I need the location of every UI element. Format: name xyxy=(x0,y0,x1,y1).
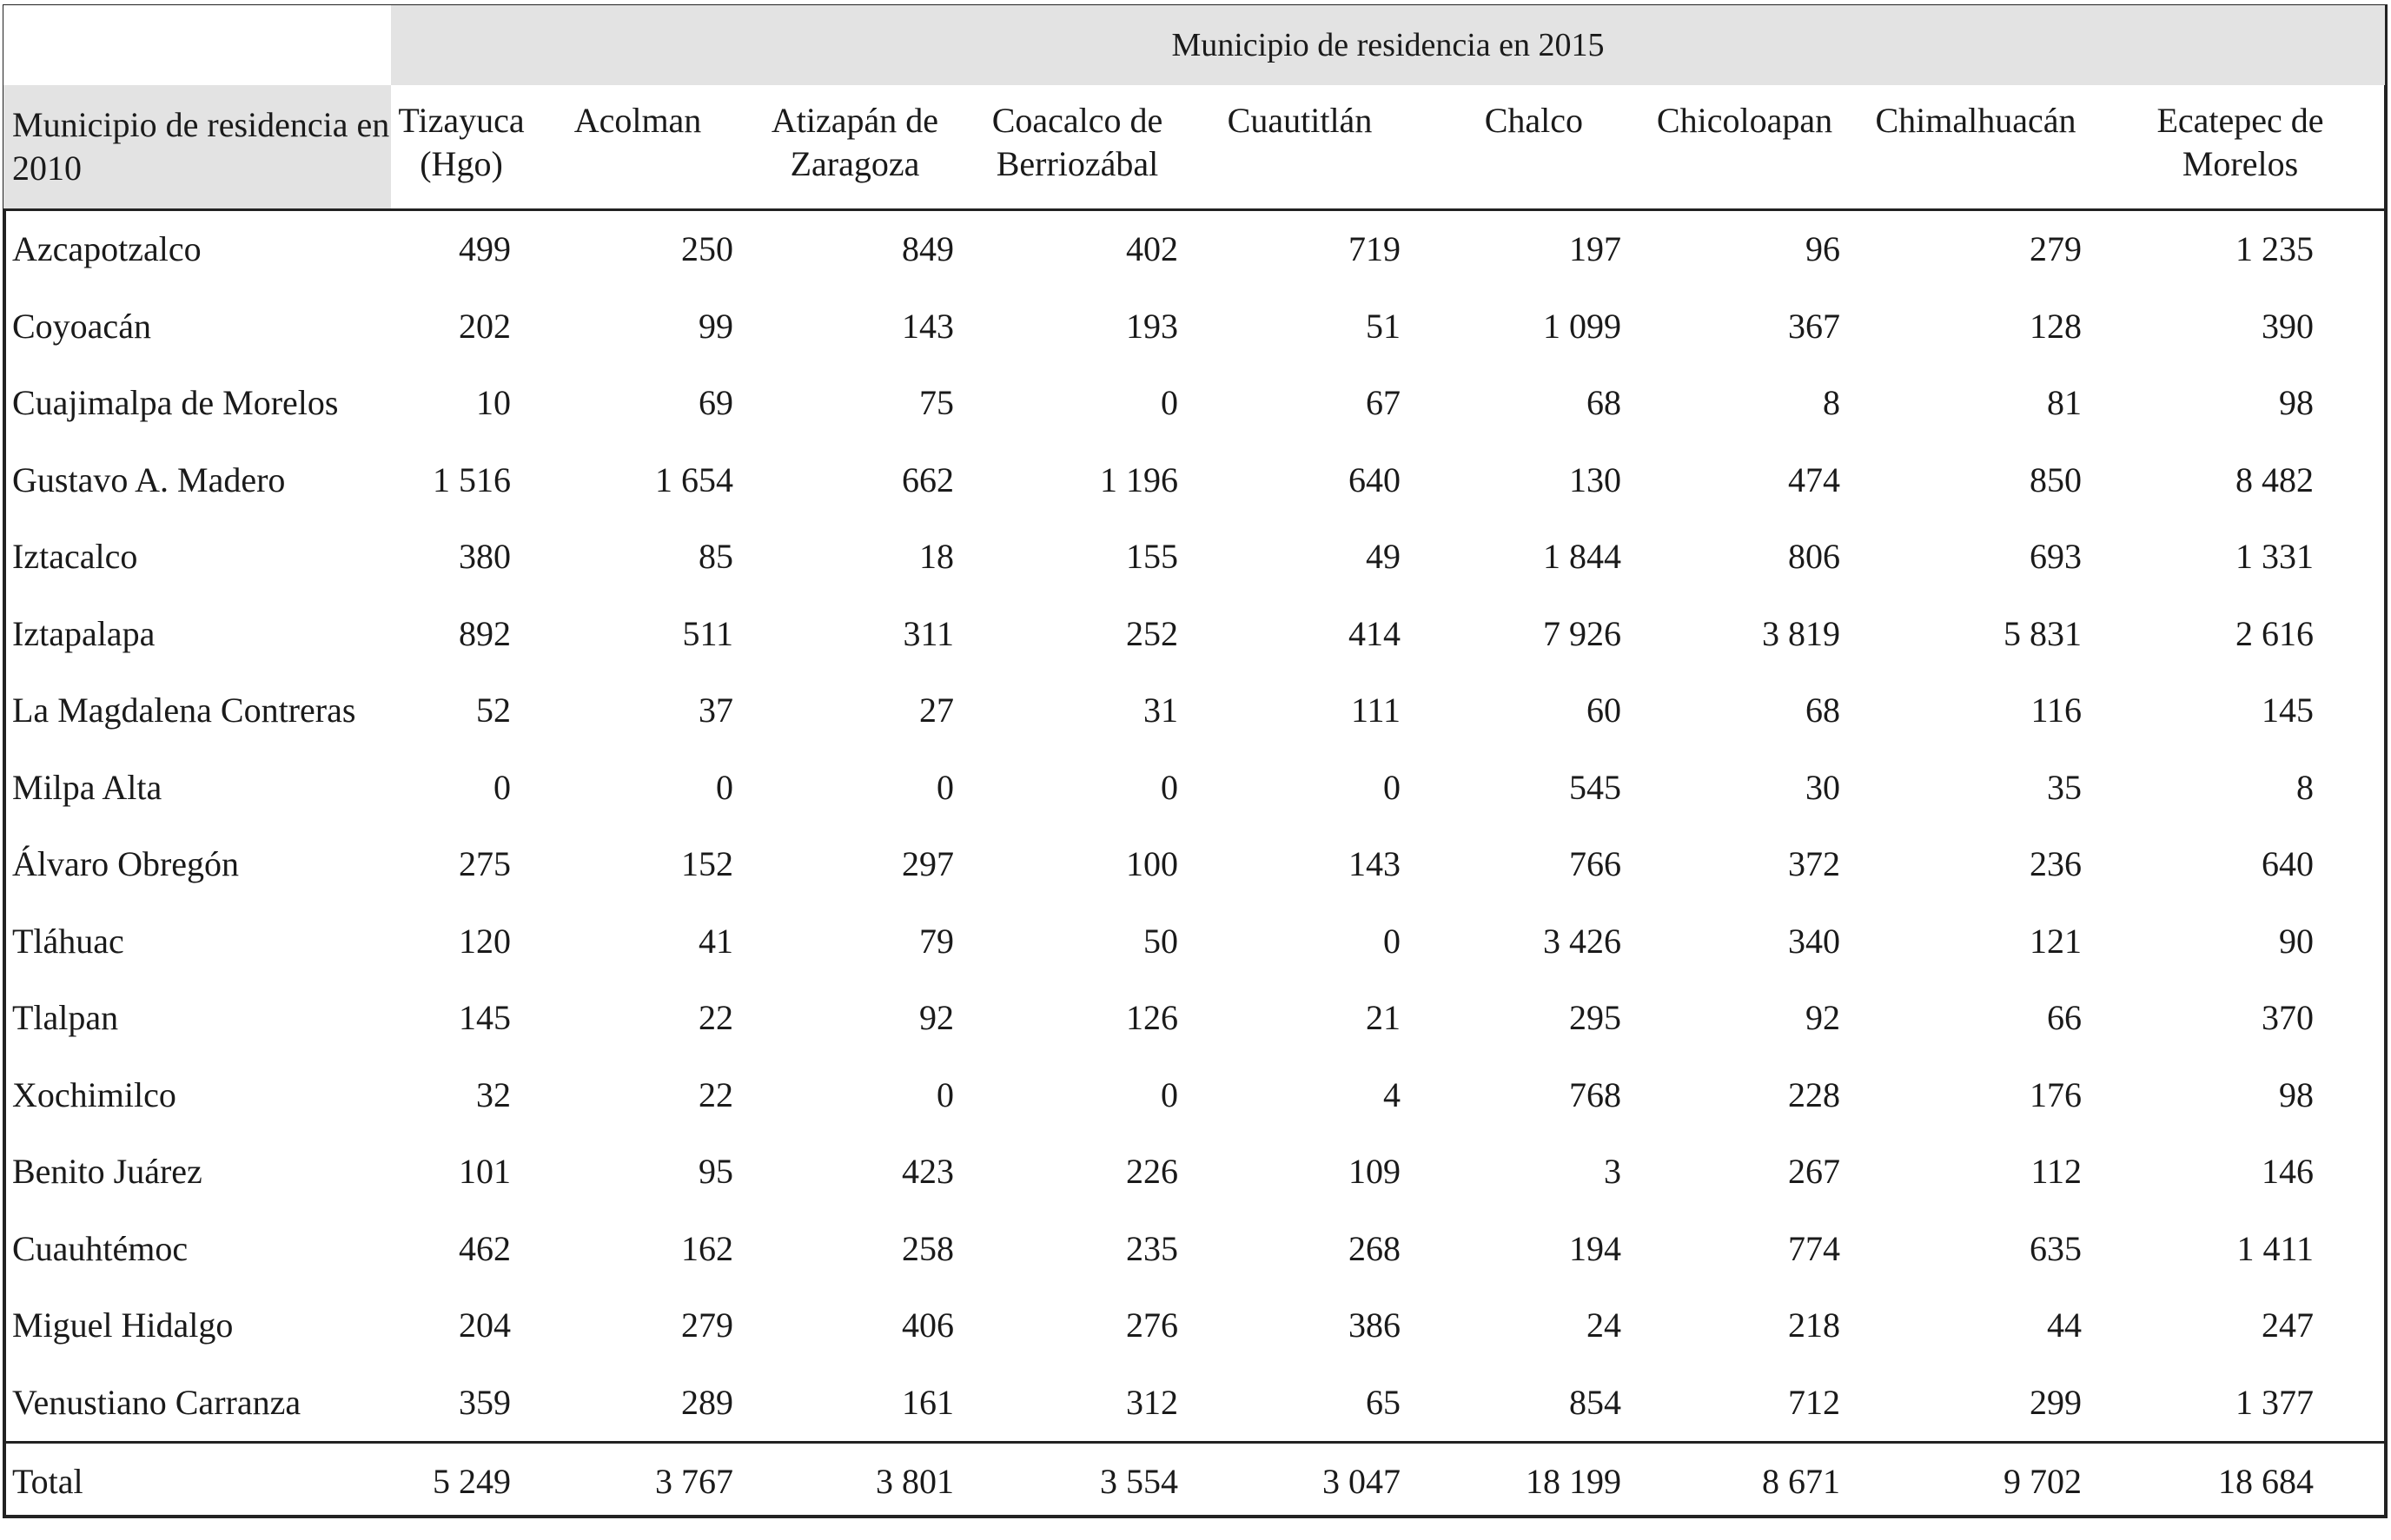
table-cell: 35 xyxy=(2047,767,2082,807)
table-cell: 3 801 xyxy=(744,1443,966,1521)
column-header xyxy=(532,85,744,210)
table-cell: 67 xyxy=(1366,383,1401,423)
table-cell: 202 xyxy=(459,306,511,346)
table-cell: 116 xyxy=(2030,691,2082,730)
table-cell: 37 xyxy=(699,691,733,730)
table-cell: 176 xyxy=(2030,1074,2082,1114)
table-cell: 5 831 xyxy=(2004,613,2082,653)
table-cell: 0 xyxy=(937,1074,954,1114)
table-cell: 511 xyxy=(682,613,733,653)
table-row xyxy=(3,1134,2385,1211)
table-cell: 275 xyxy=(459,844,511,884)
table-cell: 3 819 xyxy=(1762,613,1840,653)
table-cell: 49 xyxy=(1366,537,1401,577)
table-cell: 22 xyxy=(699,1074,733,1114)
row-label: Azcapotzalco xyxy=(12,229,202,269)
row-label: Gustavo A. Madero xyxy=(12,459,286,499)
table-cell: 8 482 xyxy=(2235,459,2314,499)
column-header-label: Chalco xyxy=(1484,101,1583,140)
table-cell: 66 xyxy=(2047,998,2082,1038)
table-cell: 120 xyxy=(459,921,511,961)
table-cell: 69 xyxy=(699,383,733,423)
table-cell: 380 xyxy=(459,537,511,577)
row-label: Miguel Hidalgo xyxy=(12,1305,234,1345)
table-cell: 21 xyxy=(1366,998,1401,1038)
column-header xyxy=(1189,85,1411,210)
table-cell: 146 xyxy=(2262,1152,2314,1192)
table-cell: 101 xyxy=(459,1152,511,1192)
column-header-row xyxy=(3,85,2385,210)
table-row xyxy=(3,1057,2385,1134)
column-header-label: Atizapán de Zaragoza xyxy=(771,101,939,183)
table-cell: 0 xyxy=(937,767,954,807)
column-header-label: Chicoloapan xyxy=(1656,101,1833,140)
table-cell: 8 xyxy=(2296,767,2314,807)
corner-cell xyxy=(3,5,391,85)
column-header-label: Coacalco de Berriozábal xyxy=(991,101,1163,183)
table-cell: 22 xyxy=(699,998,733,1038)
table-cell: 1 196 xyxy=(1100,459,1178,499)
table-cell: 258 xyxy=(902,1228,954,1268)
table-cell: 60 xyxy=(1586,691,1621,730)
table-cell: 0 xyxy=(493,767,511,807)
row-label: Tláhuac xyxy=(12,921,124,961)
column-header-label: Chimalhuacán xyxy=(1875,101,2076,140)
column-header-label: Acolman xyxy=(573,101,702,140)
table-cell: 0 xyxy=(1161,767,1178,807)
table-cell: 51 xyxy=(1366,306,1401,346)
table-cell: 128 xyxy=(2030,306,2082,346)
table-cell: 423 xyxy=(902,1152,954,1192)
table-row xyxy=(3,442,2385,519)
table-row xyxy=(3,672,2385,750)
column-header xyxy=(391,85,532,210)
table-cell: 111 xyxy=(1350,691,1401,730)
table-cell: 850 xyxy=(2030,459,2082,499)
table-cell: 712 xyxy=(1788,1382,1840,1422)
table-cell: 289 xyxy=(681,1382,733,1422)
table-row xyxy=(3,750,2385,827)
table-cell: 297 xyxy=(902,844,954,884)
row-header: Municipio de residencia en 2010 xyxy=(3,85,391,210)
table-row xyxy=(3,1211,2385,1288)
table-cell: 474 xyxy=(1788,459,1840,499)
table-cell: 204 xyxy=(459,1305,511,1345)
table-cell: 30 xyxy=(1805,767,1840,807)
table-cell: 96 xyxy=(1805,229,1840,269)
table-row xyxy=(3,1287,2385,1365)
table-cell: 4 xyxy=(1383,1074,1401,1114)
table-cell: 7 926 xyxy=(1543,613,1621,653)
table-cell: 386 xyxy=(1348,1305,1401,1345)
table-cell: 849 xyxy=(902,229,954,269)
table-cell: 370 xyxy=(2262,998,2314,1038)
table-cell: 774 xyxy=(1788,1228,1840,1268)
table-cell: 109 xyxy=(1348,1152,1401,1192)
table-cell: 1 654 xyxy=(655,459,733,499)
column-header xyxy=(1856,85,2096,210)
table-row xyxy=(3,903,2385,981)
table-cell: 236 xyxy=(2030,844,2082,884)
table-cell: 267 xyxy=(1788,1152,1840,1192)
table-cell: 3 554 xyxy=(966,1443,1189,1521)
table-row xyxy=(3,826,2385,903)
table-cell: 1 516 xyxy=(433,459,511,499)
table-row xyxy=(3,596,2385,673)
table-cell: 9 702 xyxy=(1856,1443,2096,1521)
table-cell: 90 xyxy=(2279,921,2314,961)
table-cell: 226 xyxy=(1126,1152,1178,1192)
table-cell: 112 xyxy=(2030,1152,2082,1192)
table-cell: 145 xyxy=(2262,691,2314,730)
column-header-label: Cuautitlán xyxy=(1227,101,1373,140)
group-header-row xyxy=(3,5,2385,85)
table-cell: 402 xyxy=(1126,229,1178,269)
row-label: Benito Juárez xyxy=(12,1152,202,1192)
table-cell: 806 xyxy=(1788,537,1840,577)
table-cell: 640 xyxy=(1348,459,1401,499)
table-cell: 8 xyxy=(1823,383,1840,423)
row-label: Venustiano Carranza xyxy=(12,1382,301,1422)
table-cell: 367 xyxy=(1788,306,1840,346)
table-cell: 693 xyxy=(2030,537,2082,577)
table-cell: 32 xyxy=(476,1074,511,1114)
table-cell: 3 426 xyxy=(1543,921,1621,961)
table-cell: 0 xyxy=(716,767,733,807)
table-cell: 0 xyxy=(1161,1074,1178,1114)
table-cell: 252 xyxy=(1126,613,1178,653)
table-cell: 68 xyxy=(1586,383,1621,423)
table-cell: 766 xyxy=(1569,844,1621,884)
table-cell: 276 xyxy=(1126,1305,1178,1345)
table-cell: 44 xyxy=(2047,1305,2082,1345)
table-cell: 197 xyxy=(1569,229,1621,269)
table-cell: 662 xyxy=(902,459,954,499)
table-row xyxy=(3,210,2385,288)
table-cell: 299 xyxy=(2030,1382,2082,1422)
table-cell: 0 xyxy=(1161,383,1178,423)
row-label: Coyoacán xyxy=(12,306,151,346)
table-cell: 24 xyxy=(1586,1305,1621,1345)
table-cell: 193 xyxy=(1126,306,1178,346)
column-header xyxy=(744,85,966,210)
table-cell: 2 616 xyxy=(2235,613,2314,653)
table-cell: 41 xyxy=(699,921,733,961)
table-cell: 0 xyxy=(1383,921,1401,961)
table-cell: 75 xyxy=(919,383,954,423)
migration-table xyxy=(3,5,2385,1520)
table-cell: 5 249 xyxy=(391,1443,532,1521)
table-cell: 1 377 xyxy=(2235,1382,2314,1422)
row-label: Milpa Alta xyxy=(12,767,162,807)
table-cell: 719 xyxy=(1348,229,1401,269)
row-label: Álvaro Obregón xyxy=(12,844,240,884)
table-cell: 81 xyxy=(2047,383,2082,423)
table-cell: 143 xyxy=(1348,844,1401,884)
table-cell: 18 xyxy=(919,537,954,577)
table-cell: 1 331 xyxy=(2235,537,2314,577)
table-cell: 95 xyxy=(699,1152,733,1192)
table-cell: 27 xyxy=(919,691,954,730)
table-cell: 406 xyxy=(902,1305,954,1345)
table-cell: 98 xyxy=(2279,1074,2314,1114)
column-header xyxy=(1633,85,1856,210)
table-cell: 52 xyxy=(476,691,511,730)
table-cell: 372 xyxy=(1788,844,1840,884)
row-label: Xochimilco xyxy=(12,1074,176,1114)
table-cell: 414 xyxy=(1348,613,1401,653)
table-cell: 235 xyxy=(1126,1228,1178,1268)
table-cell: 65 xyxy=(1366,1382,1401,1422)
table-cell: 10 xyxy=(476,383,511,423)
table-cell: 268 xyxy=(1348,1228,1401,1268)
column-header-label: Tizayuca (Hgo) xyxy=(398,101,525,183)
table-cell: 635 xyxy=(2030,1228,2082,1268)
table-cell: 854 xyxy=(1569,1382,1621,1422)
table-cell: 1 844 xyxy=(1543,537,1621,577)
table-cell: 152 xyxy=(681,844,733,884)
table-cell: 640 xyxy=(2262,844,2314,884)
table-cell: 145 xyxy=(459,998,511,1038)
table-cell: 99 xyxy=(699,306,733,346)
table-cell: 892 xyxy=(459,613,511,653)
table-cell: 85 xyxy=(699,537,733,577)
total-row xyxy=(3,1443,2385,1521)
table-cell: 1 235 xyxy=(2235,229,2314,269)
table-row xyxy=(3,1365,2385,1443)
table-cell: 228 xyxy=(1788,1074,1840,1114)
table-cell: 155 xyxy=(1126,537,1178,577)
table-cell: 50 xyxy=(1143,921,1178,961)
table-cell: 359 xyxy=(459,1382,511,1422)
table-cell: 295 xyxy=(1569,998,1621,1038)
table-cell: 0 xyxy=(1383,767,1401,807)
table-cell: 279 xyxy=(2030,229,2082,269)
table-cell: 312 xyxy=(1126,1382,1178,1422)
table-cell: 100 xyxy=(1126,844,1178,884)
table-cell: 218 xyxy=(1788,1305,1840,1345)
table-row xyxy=(3,365,2385,442)
row-label: Tlalpan xyxy=(12,998,119,1038)
table-cell: 18 684 xyxy=(2096,1443,2385,1521)
table-cell: 79 xyxy=(919,921,954,961)
table-cell: 143 xyxy=(902,306,954,346)
table-cell: 18 199 xyxy=(1411,1443,1633,1521)
table-cell: 340 xyxy=(1788,921,1840,961)
group-header: Municipio de residencia en 2015 xyxy=(391,5,2385,85)
table-cell: 92 xyxy=(1805,998,1840,1038)
table-cell: 247 xyxy=(2262,1305,2314,1345)
table-cell: 279 xyxy=(681,1305,733,1345)
table-head xyxy=(3,5,2385,210)
table-cell: 68 xyxy=(1805,691,1840,730)
table-cell: 1 099 xyxy=(1543,306,1621,346)
table-cell: 3 767 xyxy=(532,1443,744,1521)
column-header xyxy=(1411,85,1633,210)
table-cell: 161 xyxy=(902,1382,954,1422)
table-row xyxy=(3,519,2385,596)
table-cell: 194 xyxy=(1569,1228,1621,1268)
table-cell: 92 xyxy=(919,998,954,1038)
row-label: La Magdalena Contreras xyxy=(12,691,356,730)
table-cell: 121 xyxy=(2030,921,2082,961)
row-label: Cuajimalpa de Morelos xyxy=(12,383,339,423)
column-header-label: Ecatepec de Morelos xyxy=(2156,101,2324,183)
table-cell: 162 xyxy=(681,1228,733,1268)
row-label: Iztacalco xyxy=(12,537,138,577)
column-header xyxy=(966,85,1189,210)
row-label: Iztapalapa xyxy=(12,613,156,653)
table-cell: 130 xyxy=(1569,459,1621,499)
table-cell: 98 xyxy=(2279,383,2314,423)
table-cell: 250 xyxy=(681,229,733,269)
table-body xyxy=(3,210,2385,1521)
table-cell: 3 047 xyxy=(1189,1443,1411,1521)
table-cell: 768 xyxy=(1569,1074,1621,1114)
table-cell: 499 xyxy=(459,229,511,269)
table-row xyxy=(3,288,2385,366)
table-cell: 390 xyxy=(2262,306,2314,346)
column-header xyxy=(2096,85,2385,210)
table-cell: 545 xyxy=(1569,767,1621,807)
table-cell: 31 xyxy=(1143,691,1178,730)
table-cell: 1 411 xyxy=(2236,1228,2314,1268)
table-cell: 3 xyxy=(1604,1152,1621,1192)
table-cell: 311 xyxy=(903,613,954,653)
table-cell: 8 671 xyxy=(1633,1443,1856,1521)
table-cell: 126 xyxy=(1126,998,1178,1038)
table-cell: 462 xyxy=(459,1228,511,1268)
row-label: Cuauhtémoc xyxy=(12,1228,189,1268)
row-label: Total xyxy=(3,1443,391,1521)
table-row xyxy=(3,980,2385,1057)
